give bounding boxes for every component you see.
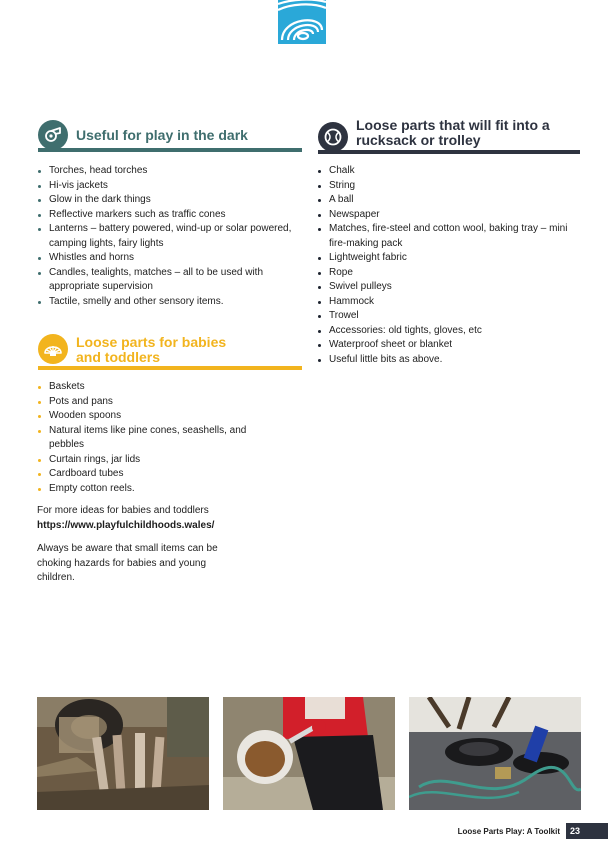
- list-item: Tactile, smelly and other sensory items.: [37, 295, 292, 310]
- list-item: Cardboard tubes: [37, 467, 252, 482]
- list-item: Empty cotton reels.: [37, 482, 252, 497]
- list-item: Baskets: [37, 380, 252, 395]
- list-item: String: [317, 179, 579, 194]
- babies-section-badge: [38, 334, 68, 364]
- rucksack-items-list: [317, 164, 579, 367]
- list-item: Wooden spoons: [37, 409, 252, 424]
- dark-section-rule: [38, 148, 302, 152]
- babies-section-heading: [38, 334, 226, 365]
- photo-pulleys-and-rope: [409, 697, 581, 810]
- whistle-icon: [43, 125, 63, 145]
- list-item: Rope: [317, 266, 579, 281]
- list-item: Swivel pulleys: [317, 280, 579, 295]
- babies-items-list: [37, 380, 252, 496]
- list-item: Waterproof sheet or blanket: [317, 338, 579, 353]
- list-item: Newspaper: [317, 208, 579, 223]
- list-item: Lightweight fabric: [317, 251, 579, 266]
- rucksack-section-title-line1: Loose parts that will fit into a: [356, 117, 550, 133]
- list-item: Torches, head torches: [37, 164, 292, 179]
- list-item: A ball: [317, 193, 579, 208]
- list-item: Candles, tealights, matches – all to be used with appropriate supervision: [37, 266, 292, 295]
- babies-more-ideas: [37, 504, 267, 533]
- list-item: Pots and pans: [37, 395, 252, 410]
- list-item: Matches, fire-steel and cotton wool, baking tray – mini fire-making pack: [317, 222, 579, 251]
- list-item: Useful little bits as above.: [317, 353, 579, 368]
- babies-section-title-line2: and toddlers: [76, 349, 161, 365]
- photo-child-with-pan: [223, 697, 395, 810]
- rucksack-section-badge: [318, 122, 348, 152]
- list-item: Natural items like pine cones, seashells, and pebbles: [37, 424, 252, 453]
- page-footer: [458, 823, 608, 839]
- list-item: Glow in the dark things: [37, 193, 292, 208]
- page-number: 23: [566, 823, 608, 839]
- rucksack-section-rule: [318, 150, 580, 154]
- list-item: Hammock: [317, 295, 579, 310]
- choking-warning: Always be aware that small items can be choking hazards for babies and young children.: [37, 543, 218, 583]
- list-item: Lanterns – battery powered, wind-up or solar powered, camping lights, fairy lights: [37, 222, 292, 251]
- rucksack-section-heading: [318, 118, 550, 152]
- list-item: Curtain rings, jar lids: [37, 453, 252, 468]
- ball-icon: [323, 127, 343, 147]
- dark-section-title: Useful for play in the dark: [76, 127, 248, 143]
- dark-section-badge: [38, 120, 68, 150]
- babies-section-title-line1: Loose parts for babies: [76, 334, 227, 350]
- photo-tyre-and-pipes: [37, 697, 209, 810]
- dark-items-list: [37, 164, 292, 309]
- babies-section-rule: [38, 366, 302, 370]
- list-item: Whistles and horns: [37, 251, 292, 266]
- list-item: Accessories: old tights, gloves, etc: [317, 324, 579, 339]
- shell-icon: [43, 339, 63, 359]
- tree-ring-logo-icon: [278, 0, 326, 44]
- list-item: Reflective markers such as traffic cones: [37, 208, 292, 223]
- footer-title: Loose Parts Play: A Toolkit: [457, 826, 560, 836]
- list-item: Trowel: [317, 309, 579, 324]
- playful-childhoods-link[interactable]: https://www.playfulchildhoods.wales/: [37, 519, 215, 531]
- dark-section-heading: [38, 120, 248, 150]
- list-item: Hi-vis jackets: [37, 179, 292, 194]
- rucksack-section-title-line2: rucksack or trolley: [356, 132, 481, 148]
- more-ideas-text: For more ideas for babies and toddlers: [37, 505, 209, 516]
- list-item: Chalk: [317, 164, 579, 179]
